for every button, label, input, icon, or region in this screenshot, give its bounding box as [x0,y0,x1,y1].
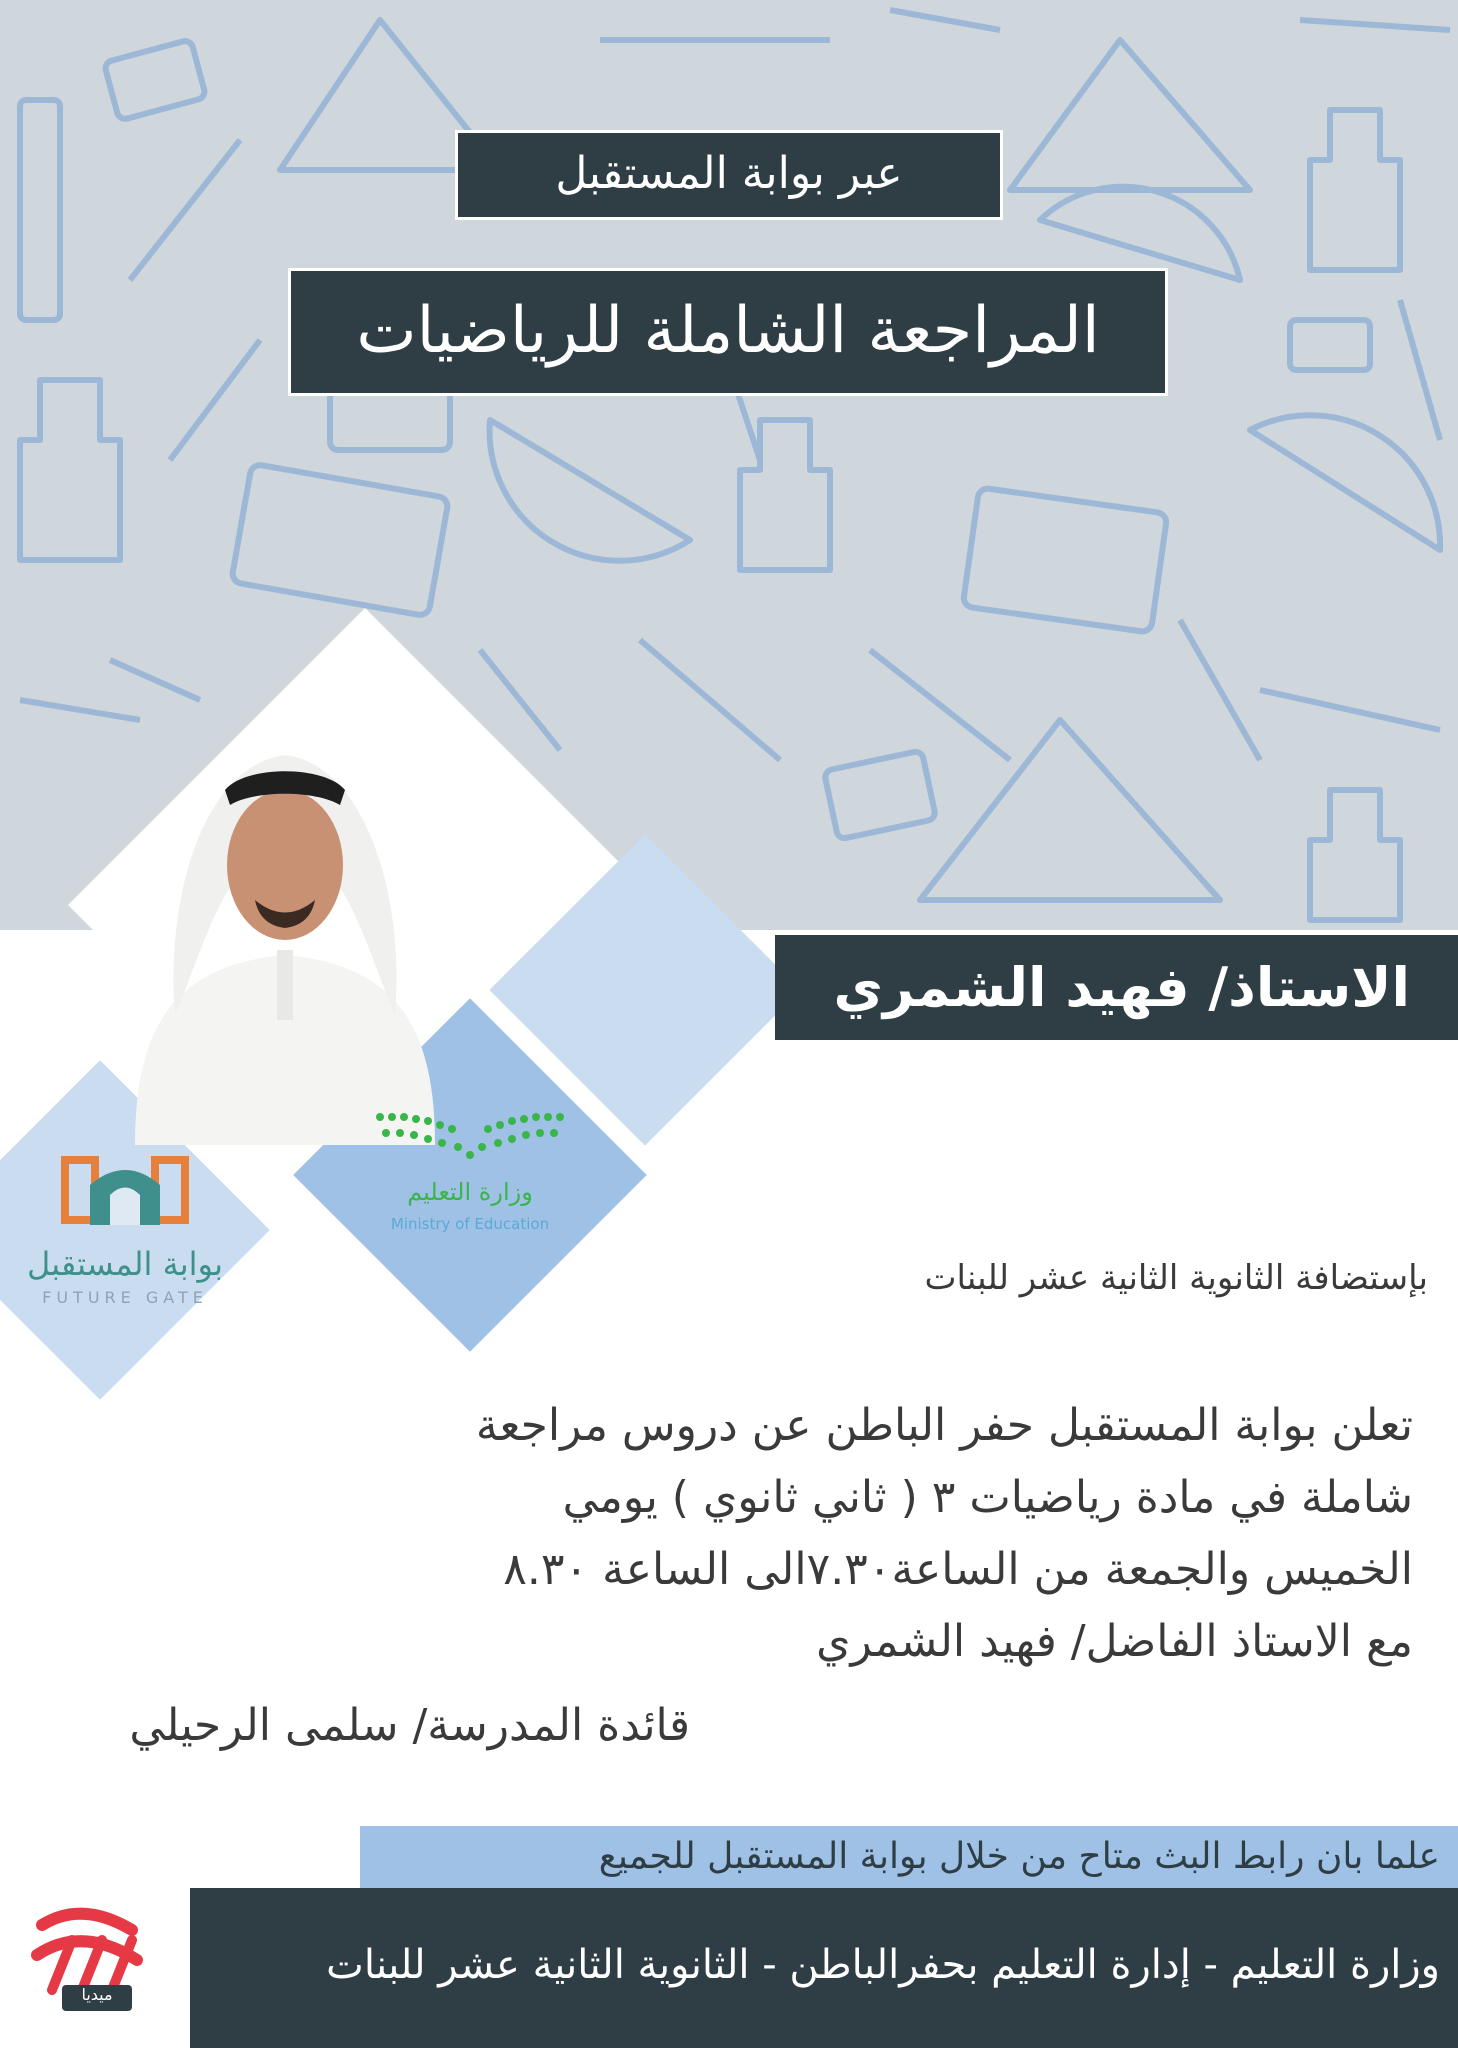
footer-text: وزارة التعليم - إدارة التعليم بحفرالباطن - الثانوية الثانية عشر للبنات [326,1942,1440,1988]
ministry-logo-text-ar: وزارة التعليم [407,1178,533,1206]
school-leader: قائدة المدرسة/ سلمى الرحيلي [129,1700,690,1751]
future-gate-logo-text-ar: بوابة المستقبل [27,1245,223,1283]
subtitle-box: عبر بوابة المستقبل [455,130,1003,220]
media-logo-text: ميديا [81,1985,113,2004]
future-gate-logo-text-en: FUTURE GATE [42,1288,208,1307]
ministry-logo-text-en: Ministry of Education [390,1215,550,1233]
ministry-logo-icon [370,1105,570,1165]
announcement-line-3: الخميس والجمعة من الساعة٧.٣٠الى الساعة ٨.٣٠ [503,1544,1413,1595]
host-line: بإستضافة الثانوية الثانية عشر للبنات [924,1258,1428,1298]
future-gate-logo-icon [60,1150,190,1230]
announcement-line-1: تعلن بوابة المستقبل حفر الباطن عن دروس مراجعة [475,1400,1413,1451]
teacher-name: الاستاذ/ فهيد الشمري [833,956,1410,1019]
announcement-line-2: شاملة في مادة رياضيات ٣ ( ثاني ثانوي ) يومي [562,1472,1413,1523]
teacher-photo [105,695,465,1145]
broadcast-note: علما بان رابط البث متاح من خلال بوابة المستقبل للجميع [598,1836,1440,1877]
page-title: المراجعة الشاملة للرياضيات [288,268,1168,396]
announcement-line-4: مع الاستاذ الفاضل/ فهيد الشمري [816,1616,1413,1667]
